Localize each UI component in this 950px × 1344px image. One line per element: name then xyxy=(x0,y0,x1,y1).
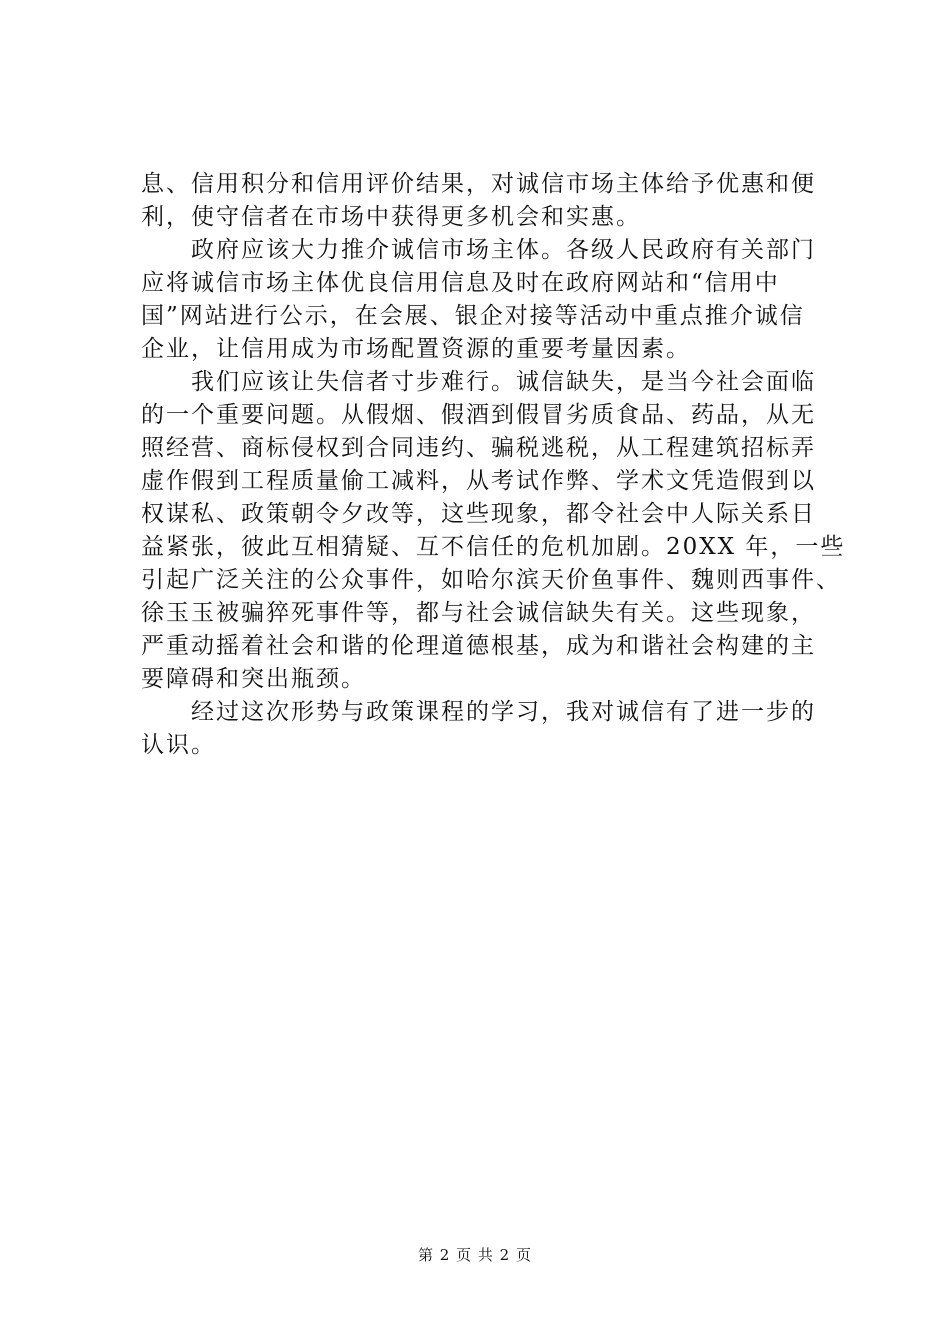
text-line: 应将诚信市场主体优良信用信息及时在政府网站和“信用中 xyxy=(141,270,780,296)
text-line: 照经营、商标侵权到合同违约、骗税逃税，从工程建筑招标弄 xyxy=(141,435,816,461)
text-line: 利，使守信者在市场中获得更多机会和实惠。 xyxy=(141,204,641,230)
text-line: 严重动摇着社会和谐的伦理道德根基，成为和谐社会构建的主 xyxy=(141,633,816,659)
text-line: 政府应该大力推介诚信市场主体。各级人民政府有关部门 xyxy=(141,237,816,263)
document-body xyxy=(141,168,846,762)
text-line: 认识。 xyxy=(141,732,216,758)
text-line: 要障碍和突出瓶颈。 xyxy=(141,666,366,692)
text-line: 经过这次形势与政策课程的学习，我对诚信有了进一步的 xyxy=(141,699,816,725)
text-line: 的一个重要问题。从假烟、假酒到假冒劣质食品、药品，从无 xyxy=(141,402,816,428)
text-line: 徐玉玉被骗猝死事件等，都与社会诚信缺失有关。这些现象， xyxy=(141,600,816,626)
text-line: 息、信用积分和信用评价结果，对诚信市场主体给予优惠和便 xyxy=(141,171,816,197)
text-line: 益紧张，彼此互相猜疑、互不信任的危机加剧。20XX 年，一些 xyxy=(141,534,846,560)
text-line: 我们应该让失信者寸步难行。诚信缺失，是当今社会面临 xyxy=(141,369,816,395)
text-line: 权谋私、政策朝令夕改等，这些现象，都令社会中人际关系日 xyxy=(141,501,816,527)
text-line: 企业，让信用成为市场配置资源的重要考量因素。 xyxy=(141,336,691,362)
text-line: 虚作假到工程质量偷工减料，从考试作弊、学术文凭造假到以 xyxy=(141,468,816,494)
text-line: 国”网站进行公示，在会展、银企对接等活动中重点推介诚信 xyxy=(141,303,805,329)
page-footer xyxy=(0,1244,950,1265)
text-line: 引起广泛关注的公众事件，如哈尔滨天价鱼事件、魏则西事件、 xyxy=(141,567,841,593)
page-number: 第 2 页 共 2 页 xyxy=(418,1246,532,1264)
